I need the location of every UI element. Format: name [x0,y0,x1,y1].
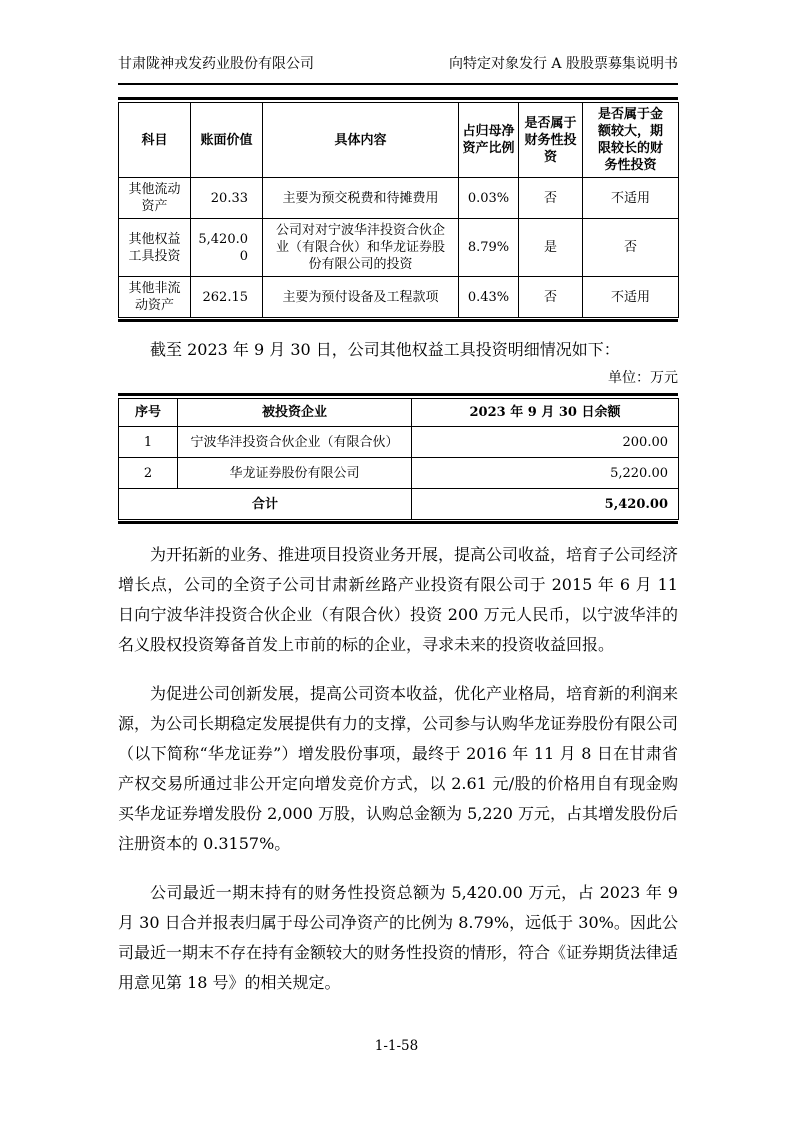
page-number: 1-1-58 [374,1038,419,1054]
cell-book-value: 262.15 [191,277,263,318]
table-row [119,458,679,489]
cell-detail: 公司对对宁波华沣投资合伙企业（有限合伙）和华龙证券股份有限公司的投资 [263,219,459,277]
cell-is-large-longterm: 不适用 [583,277,679,318]
equity-investment-detail-table [118,393,678,524]
cell-book-value: 20.33 [191,178,263,219]
cell-detail: 主要为预交税费和待摊费用 [263,178,459,219]
cell-subject: 其他权益工具投资 [119,219,191,277]
cell-ratio: 0.43% [459,277,519,318]
cell-no: 2 [119,458,178,489]
header-company-name: 甘肃陇神戎发药业股份有限公司 [118,56,314,72]
table-total-row [119,489,679,520]
paragraph: 为开拓新的业务、推进项目投资业务开展，提高公司收益，培育子公司经济增长点，公司的全资子公司甘肃新丝路产业投资有限公司于 2015 年 6 月 11 日向宁波华沣投资合伙企业（有限合伙）投资 200 万元人民币，以宁波华沣的名义股权投资筹备首发上市前的标的企业，寻求未来的投资收益回报。 [118,545,679,654]
cell-ratio: 8.79% [459,219,519,277]
financial-investment-table [118,97,678,322]
column-header-is-large-longterm: 是否属于金额较大，期限较长的财务性投资 [583,103,679,178]
column-header-balance: 2023 年 9 月 30 日余额 [412,399,679,427]
column-header-detail: 具体内容 [263,103,459,178]
paragraph: 公司最近一期末持有的财务性投资总额为 5,420.00 万元，占 2023 年 9 月 30 日合并报表归属于母公司净资产的比例为 8.79%，远低于 30%。因此公司最近一期末不存在持有金额较大的财务性投资的情形，符合《证券期货法律适用意见第 18 号》的相关规定。 [118,883,679,992]
table-header-row [119,399,679,427]
table-row [119,178,679,219]
column-header-no: 序号 [119,399,178,427]
intro-paragraph: 截至 2023 年 9 月 30 日，公司其他权益工具投资明细情况如下： [150,340,620,359]
cell-is-financial: 否 [519,178,583,219]
cell-book-value: 5,420.00 [191,219,263,277]
cell-ratio: 0.03% [459,178,519,219]
table-row [119,427,679,458]
column-header-is-financial: 是否属于财务性投资 [519,103,583,178]
column-header-book-value: 账面价值 [191,103,263,178]
column-header-subject: 科目 [119,103,191,178]
cell-detail: 主要为预付设备及工程款项 [263,277,459,318]
cell-company: 华龙证券股份有限公司 [178,458,412,489]
table-header-row [119,103,679,178]
cell-balance: 5,220.00 [412,458,679,489]
paragraph: 为促进公司创新发展，提高公司资本收益，优化产业格局，培育新的利润来源，为公司长期稳定发展提供有力的支撑，公司参与认购华龙证券股份有限公司（以下简称“华龙证券”）增发股份事项，最终于 2016 年 11 月 8 日在甘肃省产权交易所通过非公开定向增发竞价方式，以 2.61 元/股的价格用自有现金购买华龙证券增发股份 2,000 万股，认购总金额为 5,220 万元，占其增发股份后注册资本的 0.3157%。 [118,684,679,853]
cell-company: 宁波华沣投资合伙企业（有限合伙） [178,427,412,458]
cell-total-value: 5,420.00 [412,489,679,520]
body-text [118,540,678,998]
unit-label: 单位：万元 [608,370,678,386]
header-document-title: 向特定对象发行 A 股股票募集说明书 [448,56,678,72]
cell-is-large-longterm: 否 [583,219,679,277]
cell-balance: 200.00 [412,427,679,458]
cell-subject: 其他流动资产 [119,178,191,219]
page-header [118,54,678,85]
cell-is-financial: 是 [519,219,583,277]
table-row [119,219,679,277]
cell-total-label: 合计 [119,489,412,520]
table-row [119,277,679,318]
cell-subject: 其他非流动资产 [119,277,191,318]
cell-is-large-longterm: 不适用 [583,178,679,219]
column-header-ratio: 占归母净资产比例 [459,103,519,178]
cell-no: 1 [119,427,178,458]
column-header-company: 被投资企业 [178,399,412,427]
cell-is-financial: 否 [519,277,583,318]
